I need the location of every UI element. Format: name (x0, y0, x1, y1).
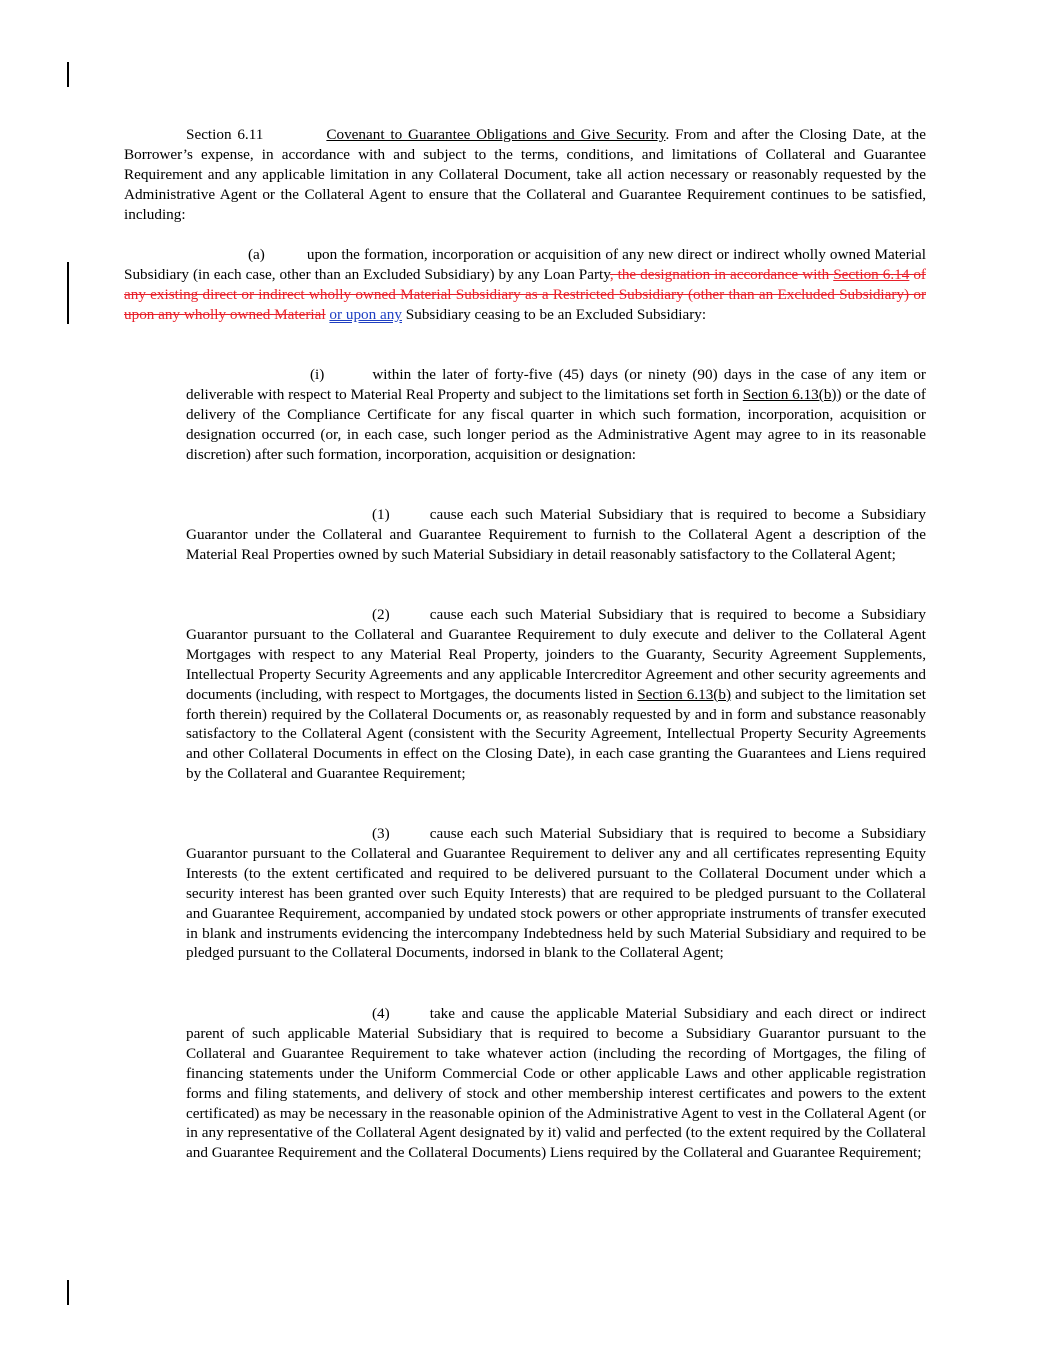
section-number: Section 6.11 (186, 126, 264, 143)
clause-2-label: (2) (372, 606, 390, 623)
clause-3-paragraph (186, 824, 926, 963)
clause-i-section-reference: Section 6.13(b) (742, 385, 837, 403)
deleted-text-part-2: of any existing direct or indirect wholly owned Material Subsidiary as a Restricted Subsidiary (other than an Excluded Subsidiary) or upon any wholly owned Material (124, 265, 926, 323)
section-6-11-paragraph (124, 125, 926, 225)
clause-a-text: upon the formation, incorporation or acquisition of any new direct or indirect wholly owned Material Subsidiary (in each case, other than an Excluded Subsidiary) by any Loan Party (124, 246, 926, 283)
deleted-text-part-1: , the designation in accordance with (609, 265, 834, 283)
clause-a-paragraph (124, 245, 926, 325)
clause-a-text-end: Subsidiary ceasing to be an Excluded Subsidiary: (401, 305, 707, 323)
clause-2-text: cause each such Material Subsidiary that is required to become a Subsidiary Guarantor pursuant to the Collateral and Guarantee Requirement to duly execute and deliver to the Collateral Agent Mortgages with respect to any Material Real Property, joinders to the Guaranty, Security Agreement Supplements, Intellectual Property Security Agreements and any applicable Intercreditor Agreement and other security agreements and documents (including, with respect to Mortgages, the documents listed in (186, 606, 926, 703)
clause-3-label: (3) (372, 825, 390, 842)
clause-1-text: cause each such Material Subsidiary that is required to become a Subsidiary Guarantor under the Collateral and Guarantee Requirement to furnish to the Collateral Agent a description of the Material Real Properties owned by such Material Subsidiary in detail reasonably satisfactory to the Collateral Agent; (186, 506, 926, 563)
clause-4-text: take and cause the applicable Material Subsidiary and each direct or indirect parent of such applicable Material Subsidiary that is required to become a Subsidiary Guarantor pursuant to the Collateral and Guarantee Requirement to take whatever action (including the recording of Mortgages, the filing of financing statements under the Uniform Commercial Code or other applicable Laws and other applicable registration forms and filing statements, and delivery of stock and other membership interest certificates and powers to the extent certificated) as may be necessary in the reasonable opinion of the Administrative Agent to vest in the Collateral Agent (or in any representative of the Collateral Agent designated by it) valid and perfected (to the extent required by the Collateral and Guarantee Requirement and the Collateral Documents) Liens required by the Collateral and Guarantee Requirement; (186, 1005, 926, 1162)
clause-i-label: (i) (310, 366, 325, 383)
revision-bar-bottom (67, 1280, 69, 1305)
clause-1-paragraph (186, 505, 926, 565)
clause-a-inserted-text: or upon any (329, 305, 402, 323)
clause-i-text-end: ) or the date of delivery of the Compliance Certificate for any fiscal quarter in which such formation, incorporation, acquisition or designation occurred (or, in each case, such longer period as the Administrative Agent may agree to in its reasonable discretion) after such formation, incorporation, acquisition or designation: (186, 385, 926, 463)
clause-4-label: (4) (372, 1005, 390, 1022)
deleted-section-reference: Section 6.14 (833, 265, 910, 283)
section-heading-period: . (665, 126, 670, 143)
revision-bar-para-a (67, 262, 69, 324)
clause-i-text: within the later of forty-five (45) days (or ninety (90) days in the case of any item or deliverable with respect to Material Real Property and subject to the limitations set forth in (186, 366, 926, 403)
clause-3-text: cause each such Material Subsidiary that is required to become a Subsidiary Guarantor pursuant to the Collateral and Guarantee Requirement to deliver any and all certificates representing Equity Interests (to the extent certificated and required to be delivered pursuant to the Collateral Document under which a security interest has been granted over such Equity Interests) that are required to be pledged pursuant to the Collateral and Guarantee Requirement, accompanied by undated stock powers or other appropriate instruments of transfer executed in blank and instruments evidencing the intercompany Indebtedness held by such Material Subsidiary and required to be pledged pursuant to the Collateral Documents, indorsed in blank to the Collateral Agent; (186, 825, 926, 962)
clause-a-label: (a) (248, 246, 265, 263)
clause-1-label: (1) (372, 506, 390, 523)
clause-2-paragraph (186, 605, 926, 784)
clause-i-paragraph (186, 365, 926, 465)
revision-bar-top (67, 62, 69, 87)
clause-2-section-reference: Section 6.13(b) (637, 685, 732, 703)
clause-2-text-end: and subject to the limitation set forth therein) required by the Collateral Documents or, as reasonably requested by and in form and substance reasonably satisfactory to the Collateral Agent (consistent with the Security Agreement, Intellectual Property Security Agreements and other Collateral Documents in effect on the Closing Date), in each case granting the Guarantees and Liens required by the Collateral and Guarantee Requirement; (186, 685, 927, 783)
clause-4-paragraph (186, 1004, 926, 1163)
section-body: From and after the Closing Date, at the Borrower’s expense, in accordance with and subject to the terms, conditions, and limitations of Collateral and Guarantee Requirement and any applicable limitation in any Collateral Document, take all action necessary or reasonably requested by the Administrative Agent or the Collateral Agent to ensure that the Collateral and Guarantee Requirement continues to be satisfied, including: (124, 126, 926, 223)
section-heading: Covenant to Guarantee Obligations and Give Security (326, 126, 666, 143)
